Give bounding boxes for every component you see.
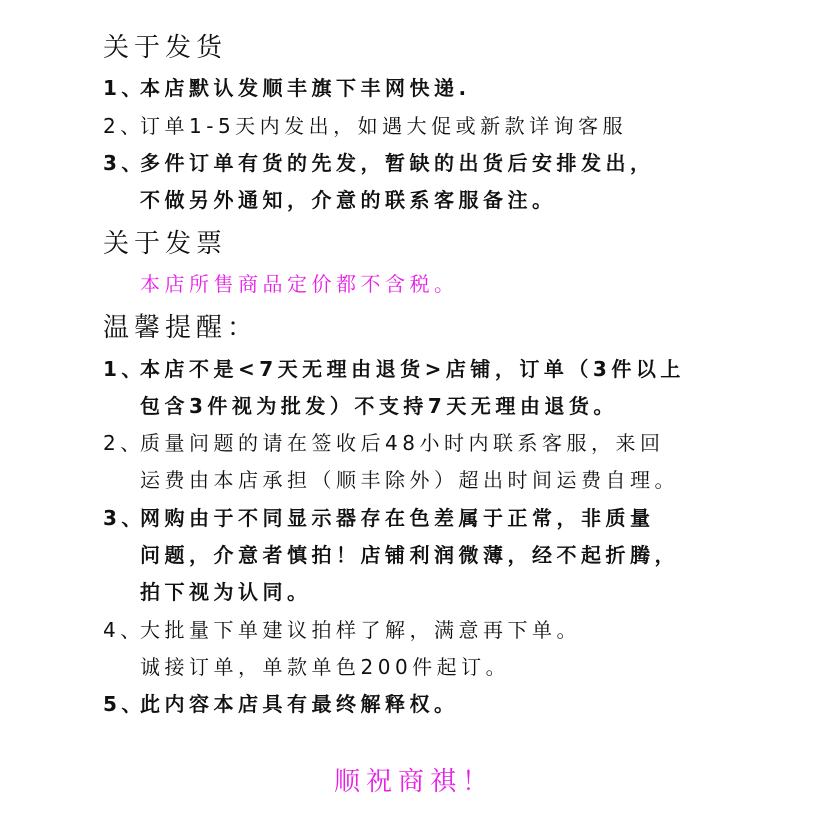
- reminder-item-5-text: 此内容本店具有最终解释权。: [140, 692, 459, 716]
- reminder-item-1-text: 本店不是<7天无理由退货>店铺，订单（3件以上: [140, 357, 685, 381]
- reminder-item-1-number: 1、: [103, 357, 146, 381]
- reminder-heading: 温馨提醒：: [103, 313, 259, 343]
- reminder-item-2: [103, 433, 664, 453]
- shipping-item-3-continuation: 不做另外通知，介意的联系客服备注。: [140, 188, 557, 212]
- reminder-item-5: [103, 694, 459, 714]
- reminder-item-5-number: 5、: [103, 692, 146, 716]
- reminder-item-3-continuation-2: 拍下视为认同。: [140, 580, 312, 604]
- shipping-item-3-text: 多件订单有货的先发，暂缺的出货后安排发出，: [140, 151, 655, 175]
- reminder-item-2-text: 质量问题的请在签收后48小时内联系客服，来回: [140, 431, 665, 455]
- invoice-heading: 关于发票: [103, 229, 228, 259]
- reminder-item-4-text: 大批量下单建议拍样了解，满意再下单。: [140, 618, 581, 642]
- reminder-item-3-number: 3、: [103, 506, 146, 530]
- reminder-item-2-continuation: 运费由本店承担（顺丰除外）超出时间运费自理。: [140, 468, 679, 492]
- shipping-item-3: [103, 153, 655, 173]
- shipping-item-1-number: 1、: [103, 76, 146, 100]
- reminder-item-4: [103, 620, 581, 640]
- reminder-item-4-continuation: 诚接订单，单款单色200件起订。: [140, 655, 511, 679]
- shipping-heading: 关于发货: [103, 33, 228, 63]
- shipping-item-1: [103, 78, 471, 98]
- shipping-item-2: [103, 116, 627, 136]
- shipping-item-2-number: 2、: [103, 114, 145, 138]
- reminder-item-3: [103, 508, 655, 528]
- reminder-item-3-text: 网购由于不同显示器存在色差属于正常，非质量: [140, 506, 655, 530]
- reminder-item-4-number: 4、: [103, 618, 145, 642]
- reminder-item-1-continuation: 包含3件视为批发）不支持7天无理由退货。: [140, 394, 618, 418]
- closing-greeting: 顺祝商祺！: [333, 767, 494, 797]
- invoice-text: 本店所售商品定价都不含税。: [140, 272, 459, 296]
- reminder-item-3-continuation-1: 问题，介意者慎拍！店铺利润微薄，经不起折腾，: [140, 543, 679, 567]
- shipping-item-3-number: 3、: [103, 151, 146, 175]
- reminder-item-2-number: 2、: [103, 431, 145, 455]
- reminder-item-1: [103, 359, 685, 379]
- shipping-item-1-text: 本店默认发顺丰旗下丰网快递.: [140, 76, 471, 100]
- shipping-item-2-text: 订单1-5天内发出，如遇大促或新款详询客服: [140, 114, 628, 138]
